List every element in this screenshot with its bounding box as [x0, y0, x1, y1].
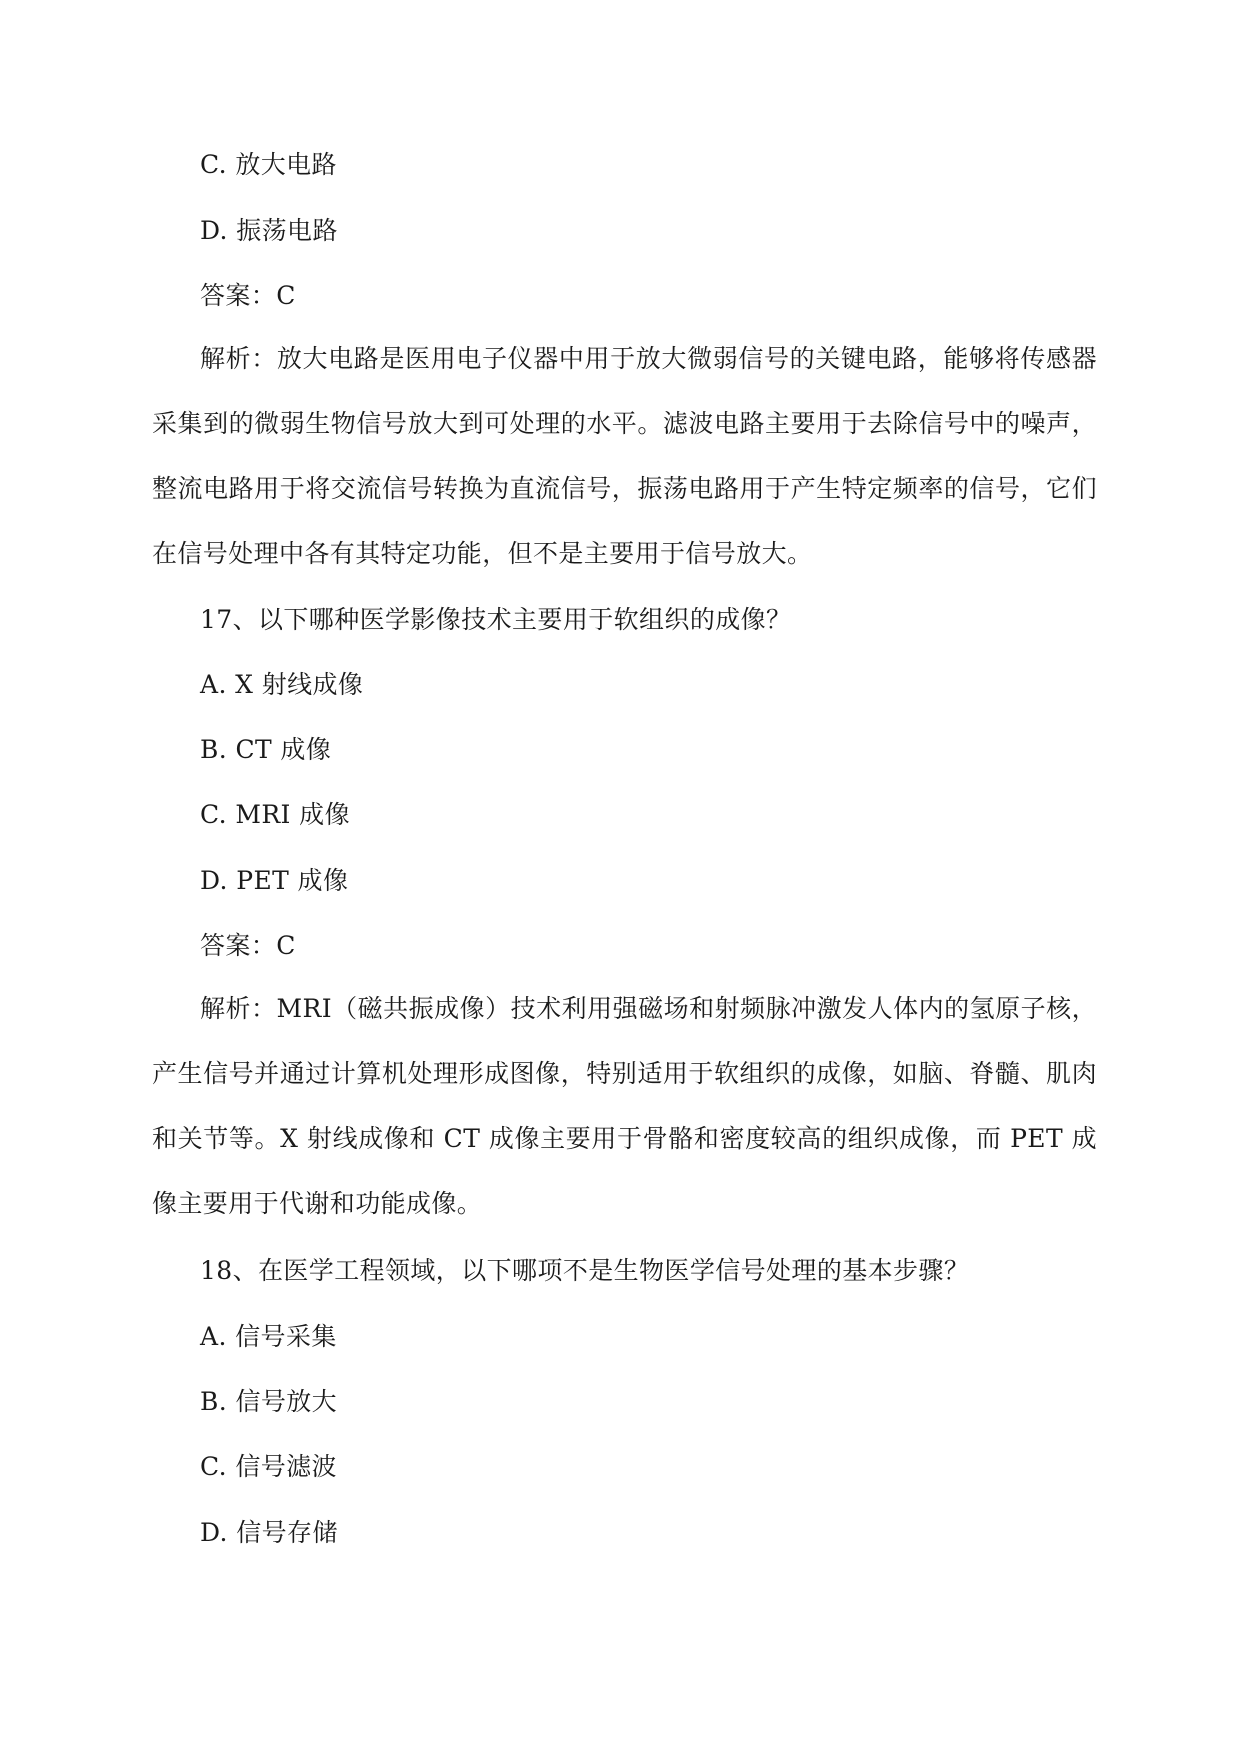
q17-analysis: 解析：MRI（磁共振成像）技术利用强磁场和射频脉冲激发人体内的氢原子核，产生信号并通过计算机处理形成图像，特别适用于软组织的成像，如脑、脊髓、肌肉和关节等。X 射线成像和 CT 成像主要用于骨骼和密度较高的组织成像，而 PET 成像主要用于代谢和功能成像。 [152, 994, 1097, 1218]
q18-option-c: C. 信号滤波 [200, 1452, 337, 1481]
q17-option-b: B. CT 成像 [200, 735, 332, 764]
q17-question: 17、以下哪种医学影像技术主要用于软组织的成像？ [200, 605, 792, 634]
q18-option-a: A. 信号采集 [200, 1322, 337, 1351]
q18-option-b: B. 信号放大 [200, 1387, 338, 1416]
q17-option-c: C. MRI 成像 [200, 800, 350, 829]
q16-analysis: 解析：放大电路是医用电子仪器中用于放大微弱信号的关键电路，能够将传感器采集到的微弱生物信号放大到可处理的水平。滤波电路主要用于去除信号中的噪声，整流电路用于将交流信号转换为直流信号，振荡电路用于产生特定频率的信号，它们在信号处理中各有其特定功能，但不是主要用于信号放大。 [152, 344, 1097, 568]
q17-answer: 答案：C [200, 931, 296, 960]
q18-question: 18、在医学工程领域，以下哪项不是生物医学信号处理的基本步骤？ [200, 1256, 970, 1285]
q16-option-d: D. 振荡电路 [200, 216, 338, 245]
q17-option-a: A. X 射线成像 [200, 670, 364, 699]
q16-option-c: C. 放大电路 [200, 150, 337, 179]
q16-answer: 答案：C [200, 281, 296, 310]
q18-option-d: D. 信号存储 [200, 1518, 338, 1547]
q17-option-d: D. PET 成像 [200, 866, 349, 895]
